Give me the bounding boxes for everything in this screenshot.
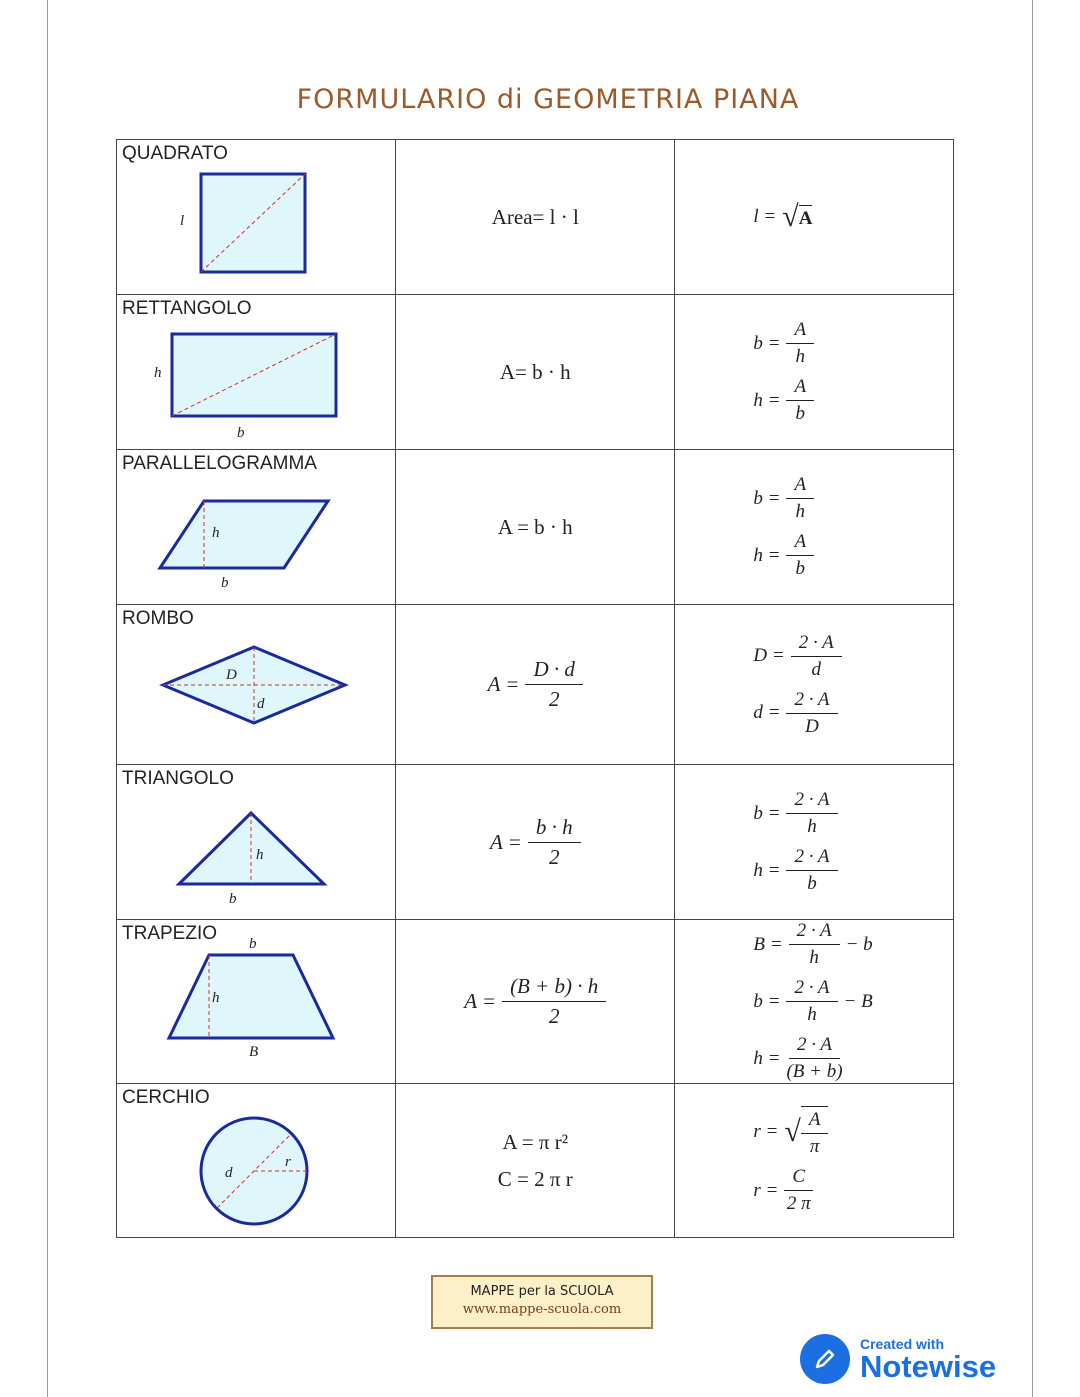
watermark-line2: Notewise bbox=[860, 1349, 997, 1384]
fraction bbox=[786, 789, 837, 838]
fraction bbox=[786, 376, 814, 425]
area-formula-cell bbox=[396, 295, 675, 450]
formula bbox=[753, 200, 812, 234]
figure-label: B bbox=[249, 1044, 259, 1060]
fraction bbox=[784, 1166, 813, 1215]
figure-label: r bbox=[285, 1154, 291, 1170]
inverse-formula-cell bbox=[675, 920, 954, 1084]
table-row bbox=[117, 295, 954, 450]
formula-lhs: B = bbox=[753, 933, 783, 955]
formula-text: A= b · h bbox=[499, 359, 571, 384]
numerator: A bbox=[801, 1109, 829, 1134]
formula bbox=[753, 920, 872, 969]
area-formula-cell bbox=[396, 920, 675, 1084]
formula bbox=[753, 1106, 828, 1158]
table-row bbox=[117, 450, 954, 605]
numerator: b · h bbox=[528, 815, 581, 843]
figure-label: d bbox=[225, 1165, 233, 1181]
watermark-line1: Created with bbox=[860, 1336, 945, 1352]
radicand: A bbox=[798, 207, 813, 229]
inverse-formula-cell bbox=[675, 605, 954, 765]
numerator: A bbox=[786, 376, 814, 401]
figure-label: b bbox=[237, 425, 245, 441]
fraction bbox=[789, 920, 840, 969]
shape-figure bbox=[117, 295, 396, 450]
formula bbox=[753, 376, 814, 425]
formula-lhs: A = bbox=[487, 672, 520, 696]
shape-cell bbox=[117, 450, 396, 605]
shape-name: PARALLELOGRAMMA bbox=[122, 453, 317, 474]
formula-lhs: b = bbox=[753, 802, 781, 824]
formula-lhs: h = bbox=[753, 859, 781, 881]
formula-text: A = b · h bbox=[497, 514, 573, 539]
shape-name: CERCHIO bbox=[122, 1087, 210, 1108]
radical-sign-icon: √ bbox=[782, 200, 799, 233]
page-title: FORMULARIO di GEOMETRIA PIANA bbox=[296, 84, 800, 115]
figure-label: h bbox=[212, 990, 220, 1006]
square-root bbox=[782, 200, 812, 234]
area-formula-cell bbox=[396, 1084, 675, 1238]
denominator: π bbox=[809, 1136, 820, 1157]
pencil-icon bbox=[800, 1334, 850, 1384]
fraction bbox=[528, 815, 581, 870]
formula-lhs: h = bbox=[753, 1047, 781, 1069]
numerator: A bbox=[786, 474, 814, 499]
area-formula-cell bbox=[396, 605, 675, 765]
inverse-formula-cell bbox=[675, 295, 954, 450]
formula-lhs: D = bbox=[753, 645, 785, 666]
denominator: D bbox=[805, 715, 819, 737]
denominator: h bbox=[795, 346, 806, 367]
inverse-formula-cell bbox=[675, 140, 954, 295]
denominator: b bbox=[795, 558, 806, 579]
fraction bbox=[786, 689, 837, 738]
shape-figure bbox=[117, 450, 396, 605]
figure-label: D bbox=[226, 667, 237, 683]
denominator: (B + b) bbox=[786, 1061, 843, 1082]
table-row bbox=[117, 920, 954, 1084]
denominator: h bbox=[795, 501, 806, 522]
fraction bbox=[502, 974, 606, 1029]
formula bbox=[490, 815, 581, 870]
shape-name: QUADRATO bbox=[122, 143, 228, 164]
numerator: 2 · A bbox=[791, 632, 842, 657]
figure-label: h bbox=[154, 365, 162, 381]
formula bbox=[498, 515, 573, 540]
fraction bbox=[525, 657, 582, 712]
figure-label: h bbox=[212, 525, 220, 541]
square-root bbox=[784, 1106, 828, 1158]
denominator: 2 bbox=[548, 1004, 560, 1028]
inverse-formula-cell bbox=[675, 1084, 954, 1238]
numerator: 2 · A bbox=[786, 689, 837, 714]
shape-cell bbox=[117, 765, 396, 920]
fraction bbox=[786, 1034, 842, 1083]
numerator: D · d bbox=[525, 657, 582, 685]
notewise-watermark bbox=[800, 1334, 996, 1384]
fraction bbox=[791, 632, 842, 681]
shape-figure bbox=[117, 140, 396, 295]
denominator: 2 π bbox=[786, 1193, 811, 1214]
numerator: 2 · A bbox=[786, 789, 837, 814]
radical-sign-icon: √ bbox=[784, 1115, 801, 1148]
table-row bbox=[117, 1084, 954, 1238]
numerator: A bbox=[786, 531, 814, 556]
page-edge-left bbox=[47, 0, 48, 1397]
formula bbox=[464, 974, 606, 1029]
formula bbox=[753, 846, 837, 895]
shape-figure bbox=[117, 920, 396, 1076]
numerator: 2 · A bbox=[786, 846, 837, 871]
denominator: b bbox=[807, 873, 817, 894]
denominator: h bbox=[807, 816, 817, 837]
figure-label: b bbox=[229, 891, 237, 907]
formula bbox=[753, 474, 814, 523]
numerator: C bbox=[784, 1166, 813, 1191]
formula bbox=[753, 531, 814, 580]
fraction bbox=[786, 977, 837, 1026]
numerator: A bbox=[786, 319, 814, 344]
denominator: 2 bbox=[548, 844, 560, 869]
denominator: d bbox=[811, 658, 821, 680]
formula bbox=[753, 689, 837, 738]
formula-lhs: d = bbox=[753, 702, 781, 723]
formula-text: Area= l · l bbox=[491, 204, 579, 229]
numerator: 2 · A bbox=[789, 1034, 840, 1059]
formula-tail: − B bbox=[843, 990, 873, 1012]
area-formula-cell bbox=[396, 450, 675, 605]
formula-tail: − b bbox=[845, 933, 873, 955]
shape-cell bbox=[117, 605, 396, 765]
shape-cell bbox=[117, 1084, 396, 1238]
formula-table bbox=[116, 139, 954, 1238]
figure-label: b bbox=[249, 936, 257, 952]
formula bbox=[498, 1167, 573, 1192]
formula-lhs: b = bbox=[753, 990, 781, 1012]
formula bbox=[492, 205, 579, 230]
formula bbox=[503, 1130, 569, 1155]
table-row bbox=[117, 140, 954, 295]
page-edge-right bbox=[1032, 0, 1033, 1397]
shape-cell bbox=[117, 920, 396, 1084]
table-row bbox=[117, 765, 954, 920]
formula bbox=[753, 789, 837, 838]
figure-label: b bbox=[221, 575, 229, 591]
formula-lhs: A = bbox=[489, 829, 522, 854]
formula-text: C = 2 π r bbox=[497, 1166, 573, 1191]
badge-url[interactable]: www.mappe-scuola.com bbox=[462, 1302, 622, 1317]
formula-lhs: r = bbox=[753, 1179, 779, 1201]
fraction bbox=[786, 319, 814, 368]
shape-cell bbox=[117, 295, 396, 450]
formula-lhs: r = bbox=[753, 1121, 779, 1142]
shape-figure bbox=[117, 1084, 396, 1238]
shape-name: RETTANGOLO bbox=[122, 298, 252, 319]
formula-lhs: b = bbox=[753, 487, 781, 509]
numerator: 2 · A bbox=[786, 977, 837, 1002]
denominator: b bbox=[795, 403, 806, 424]
fraction bbox=[786, 846, 837, 895]
numerator: 2 · A bbox=[789, 920, 840, 945]
figure-label: l bbox=[180, 213, 185, 229]
fraction bbox=[786, 474, 814, 523]
formula bbox=[488, 657, 583, 712]
figure-label: h bbox=[256, 847, 264, 863]
formula-lhs: h = bbox=[753, 389, 781, 411]
shape-cell bbox=[117, 140, 396, 295]
shape-figure bbox=[117, 605, 396, 765]
denominator: h bbox=[807, 1004, 817, 1025]
inverse-formula-cell bbox=[675, 765, 954, 920]
shape-name: TRIANGOLO bbox=[122, 768, 234, 789]
badge-name: MAPPE per la SCUOLA bbox=[470, 1284, 614, 1299]
formula-text: A = π r² bbox=[502, 1129, 568, 1154]
formula bbox=[753, 319, 814, 368]
fraction bbox=[801, 1109, 829, 1158]
formula bbox=[500, 360, 571, 385]
formula-lhs: A = bbox=[464, 989, 497, 1013]
formula-lhs: b = bbox=[753, 332, 781, 354]
formula-lhs: h = bbox=[753, 544, 781, 566]
shape-name: ROMBO bbox=[122, 608, 194, 629]
shape-name: TRAPEZIO bbox=[122, 923, 218, 944]
inverse-formula-cell bbox=[675, 450, 954, 605]
formula bbox=[753, 1034, 842, 1083]
numerator: (B + b) · h bbox=[502, 974, 606, 1002]
area-formula-cell bbox=[396, 765, 675, 920]
formula bbox=[753, 977, 872, 1026]
formula bbox=[753, 1166, 813, 1215]
area-formula-cell bbox=[396, 140, 675, 295]
denominator: 2 bbox=[548, 687, 560, 711]
formula-lhs: l = bbox=[753, 206, 777, 227]
formula bbox=[753, 632, 841, 681]
denominator: h bbox=[809, 947, 819, 968]
publisher-badge[interactable] bbox=[431, 1275, 653, 1329]
figure-label: d bbox=[257, 696, 265, 712]
fraction bbox=[786, 531, 814, 580]
table-row bbox=[117, 605, 954, 765]
shape-figure bbox=[117, 765, 396, 920]
